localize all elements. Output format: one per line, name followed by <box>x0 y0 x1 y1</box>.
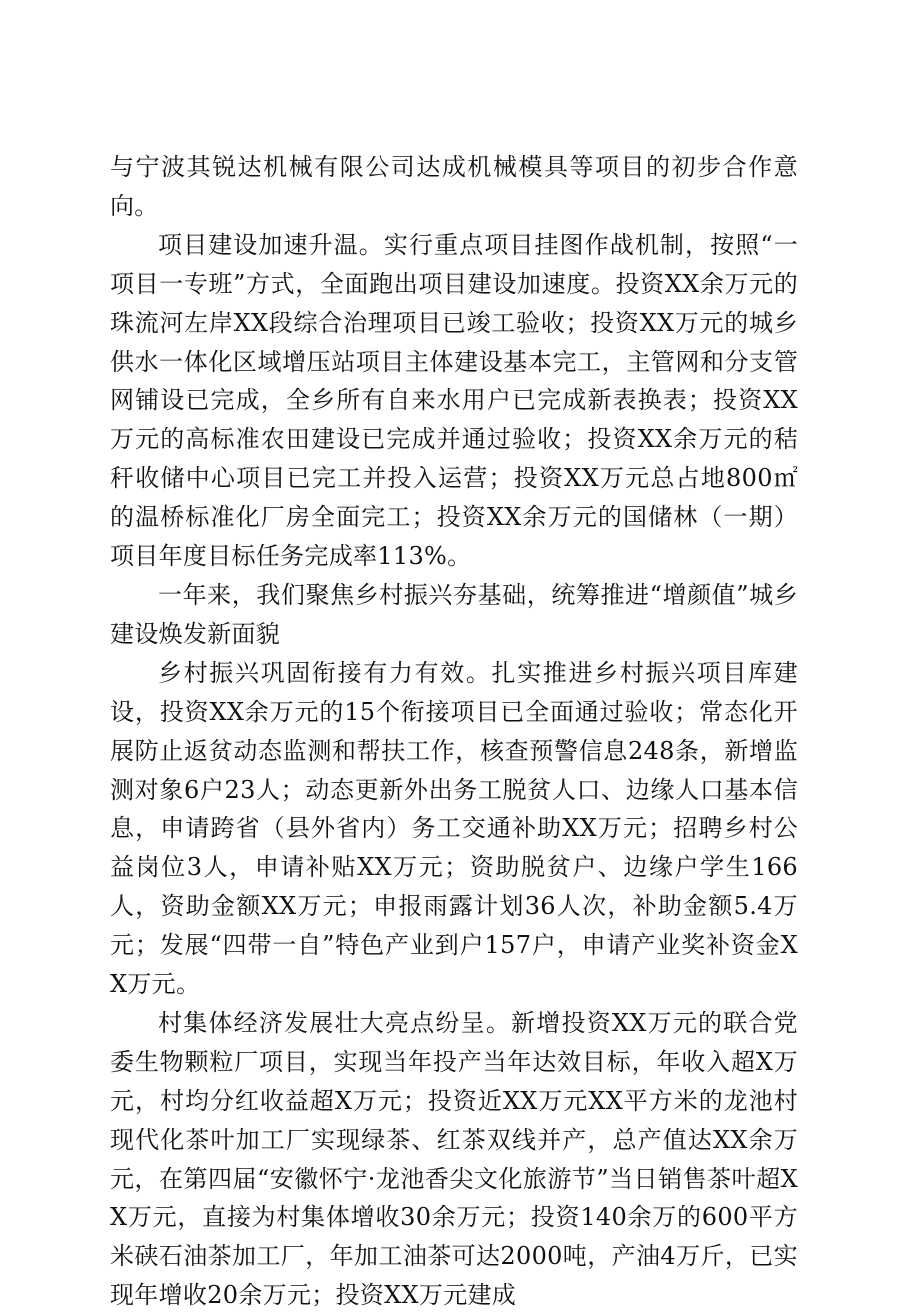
paragraph-collective-economy: 村集体经济发展壮大亮点纷呈。新增投资XX万元的联合党委生物颗粒厂项目，实现当年投产当年达效目标，年收入超X万元，村均分红收益超X万元；投资近XX万元XX平方米的龙池村现代化茶叶加工厂实现绿茶、红茶双线并产，总产值达XX余万元，在第四届“安徽怀宁·龙池香尖文化旅游节”当日销售茶叶超XX万元，直接为村集体增收30余万元；投资140余万的600平方米硖石油茶加工厂，年加工油茶可达2000吨，产油4万斤，已实现年增收20余万元；投资XX万元建成 <box>110 1008 798 1310</box>
document-page <box>110 148 798 1315</box>
paragraph-rural-revitalization-connection: 乡村振兴巩固衔接有力有效。扎实推进乡村振兴项目库建设，投资XX余万元的15个衔接项目已全面通过验收；常态化开展防止返贫动态监测和帮扶工作，核查预警信息248条，新增监测对象6户23人；动态更新外出务工脱贫人口、边缘人口基本信息，申请跨省（县外省内）务工交通补助XX万元；招聘乡村公益岗位3人，申请补贴XX万元；资助脱贫户、边缘户学生166人，资助金额XX万元；申报雨露计划36人次，补助金额5.4万元；发展“四带一自”特色产业到户157户，申请产业奖补资金XX万元。 <box>110 658 798 999</box>
paragraph-project-construction: 项目建设加速升温。实行重点项目挂图作战机制，按照“一项目一专班”方式，全面跑出项目建设加速度。投资XX余万元的珠流河左岸XX段综合治理项目已竣工验收；投资XX万元的城乡供水一体化区域增压站项目主体建设基本完工，主管网和分支管网铺设已完成，全乡所有自来水用户已完成新表换表；投资XX万元的高标准农田建设已完成并通过验收；投资XX余万元的秸秆收储中心项目已完工并投入运营；投资XX万元总占地800㎡的温桥标准化厂房全面完工；投资XX余万元的国储林（一期）项目年度目标任务完成率113%。 <box>110 230 798 571</box>
paragraph-cooperation-intent: 与宁波其锐达机械有限公司达成机械模具等项目的初步合作意向。 <box>110 153 798 220</box>
paragraph-rural-revitalization-heading: 一年来，我们聚焦乡村振兴夯基础，统筹推进“增颜值”城乡建设焕发新面貌 <box>110 580 798 648</box>
